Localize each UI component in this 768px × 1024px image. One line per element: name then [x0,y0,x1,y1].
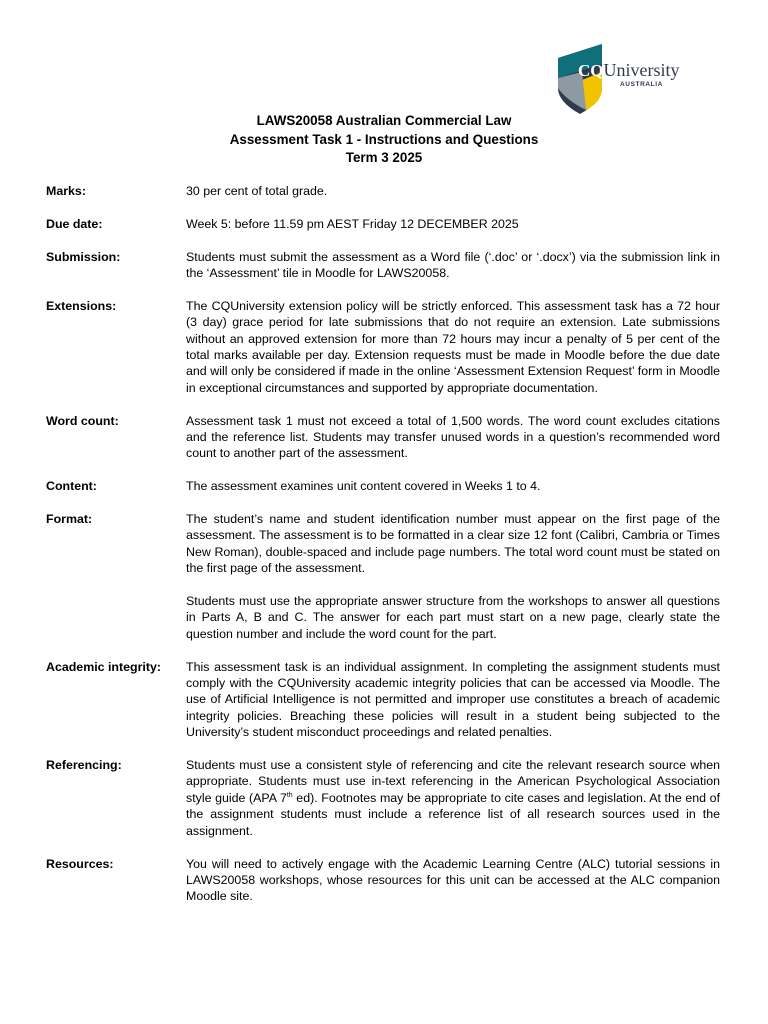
academic-integrity-label: Academic integrity: [46,659,161,674]
cqu-logo [556,44,680,114]
format-paragraph-1: The student’s name and student identification number must appear on the first page of the assessment. The assessment is to be formatted in a clear size 12 font (Calibri, Cambria or Times New Roman), double-spaced and include page numbers. The total word count must be stated on the first page of the assessment. [186,512,720,576]
row-referencing [46,757,720,839]
document-title [0,112,768,168]
extensions-text: The CQUniversity extension policy will be strictly enforced. This assessment task has a 72 hour (3 day) grace period for late submissions that do not require an extension. Late submissions without an approved extension for more than 72 hours may incur a penalty of 5 per cent of the total marks available per day. Extension requests must be made in Moodle before the due date and will only be considered if made in the online ‘Assessment Extension Request’ form in Moodle in exceptional circumstances and supported by appropriate documentation. [186,298,720,395]
row-content [46,478,720,494]
logo-country: AUSTRALIA [620,81,663,88]
marks-label: Marks: [46,184,86,198]
row-word-count [46,413,720,462]
referencing-text [186,757,720,839]
title-task: Assessment Task 1 - Instructions and Questions [229,131,539,147]
marks-text: 30 per cent of total grade. [186,184,328,198]
row-resources [46,856,720,905]
academic-integrity-text: This assessment task is an individual assignment. In completing the assignment students must comply with the CQUniversity academic integrity policies that can be accessed via Moodle. The use of Artificial Intelligence is not permitted and improper use constitutes a breach of academic integrity policies. Breaching these policies will result in a student being subjected to the University’s student misconduct proceedings and related penalties. [186,659,720,740]
referencing-label: Referencing: [46,758,122,773]
logo-wordmark-suffix: University [603,60,680,80]
resources-text: You will need to actively engage with the Academic Learning Centre (ALC) tutorial sessions in LAWS20058 workshops, whose resources for this unit can be accessed at the ALC companion Moodle site. [186,856,720,904]
title-term: Term 3 2025 [345,150,423,165]
referencing-text-start: Students must use a consistent style of referencing and cite the relevant research source when appropriate. Students must use in-text referencing in the American Psychological Association style guide (APA 7 [186,758,720,805]
extensions-label: Extensions: [46,298,117,313]
due-date-text: Week 5: before 11.59 pm AEST Friday 12 DECEMBER 2025 [186,216,519,231]
submission-label: Submission: [46,249,121,264]
row-format [46,511,720,642]
submission-text: Students must submit the assessment as a Word file (‘.doc’ or ‘.docx’) via the submission link in the ‘Assessment’ tile in Moodle for LAWS20058. [186,249,720,280]
assessment-details [46,183,720,921]
row-extensions [46,298,720,396]
row-academic-integrity [46,659,720,741]
resources-label: Resources: [46,856,114,871]
word-count-label: Word count: [46,413,119,428]
format-body [186,511,720,642]
logo-wordmark-prefix: CQ [578,61,604,80]
due-date-label: Due date: [46,216,103,231]
row-marks [46,183,720,199]
format-paragraph-2: Students must use the appropriate answer structure from the workshops to answer all questions in Parts A, B and C. The answer for each part must start on a new page, clearly state the question number and include the word count for the part. [186,594,720,641]
row-due-date [46,216,720,232]
format-label: Format: [46,512,93,527]
word-count-text: Assessment task 1 must not exceed a total of 1,500 words. The word count excludes citations and the reference list. Students may transfer unused words in a question’s recommended word count to another part of the assessment. [186,413,720,461]
content-text: The assessment examines unit content covered in Weeks 1 to 4. [186,479,541,494]
logo-wordmark [578,60,680,81]
referencing-superscript: th [286,791,293,799]
referencing-text-end: ed). Footnotes may be appropriate to cite cases and legislation. At the end of the assignment students must include a reference list of all research sources used in the assignment. [186,790,721,838]
title-unit: LAWS20058 Australian Commercial Law [256,113,512,128]
row-submission [46,249,720,282]
content-label: Content: [46,479,97,494]
